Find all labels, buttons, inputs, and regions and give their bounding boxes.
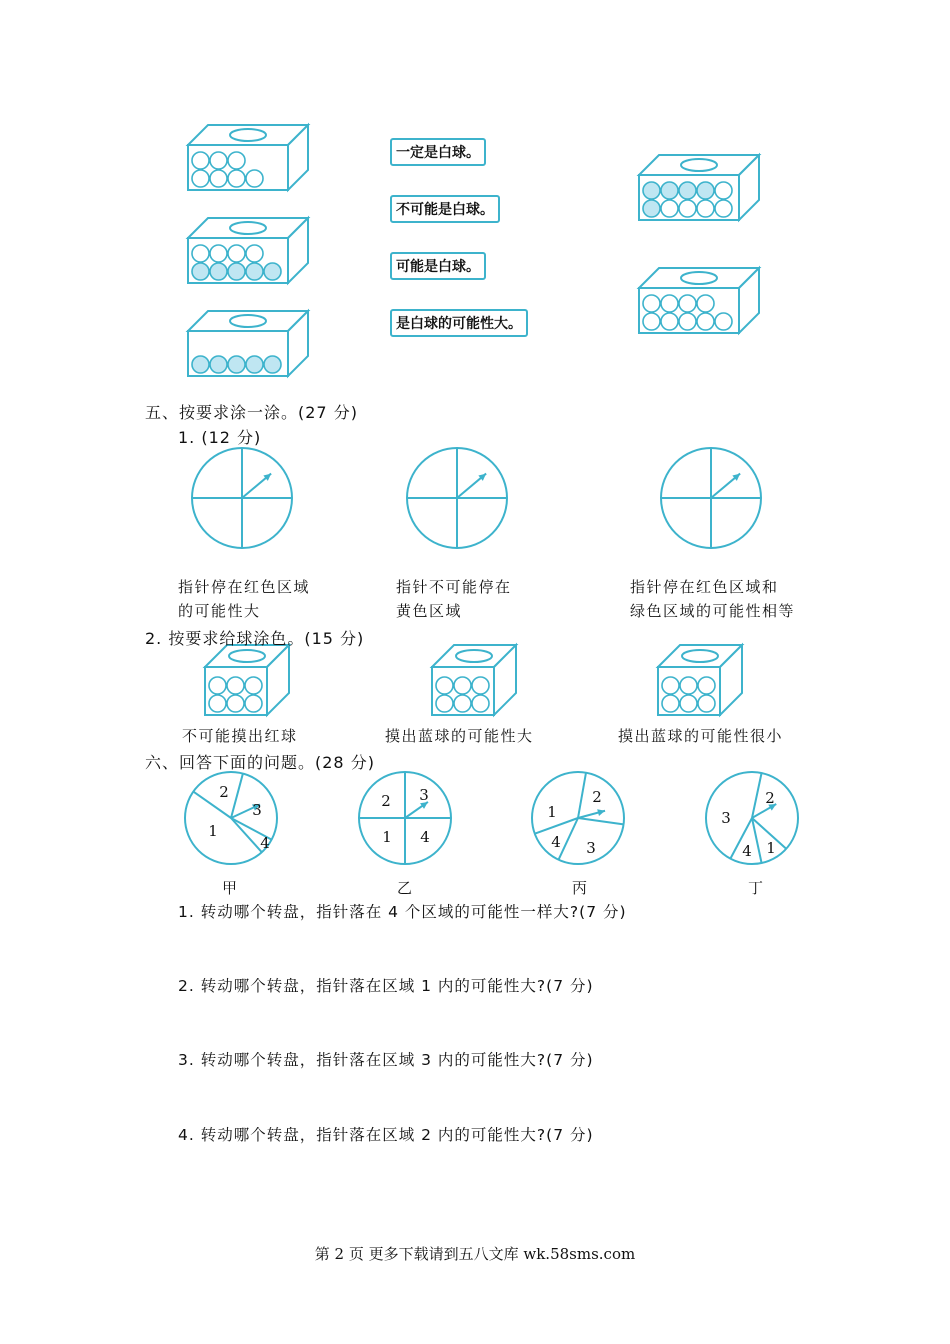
ball	[209, 677, 226, 694]
ball	[472, 695, 489, 712]
ball	[264, 356, 281, 373]
spinner-3-caption-line1: 指针停在红色区域和	[630, 578, 779, 596]
ball	[698, 695, 715, 712]
ball	[454, 695, 471, 712]
wheel-name-ding: 丁	[748, 879, 765, 897]
ball	[680, 695, 697, 712]
wheel-bing-region-4: 4	[551, 833, 561, 851]
ball	[227, 695, 244, 712]
ball	[643, 313, 660, 330]
ball	[192, 170, 209, 187]
ball	[228, 152, 245, 169]
ball	[246, 356, 263, 373]
ball	[209, 695, 226, 712]
ball	[192, 356, 209, 373]
section-6-title: 六、回答下面的问题。(28 分)	[145, 753, 375, 772]
wheel-bing-region-1: 1	[547, 803, 557, 821]
section-5-q1-title: 1. (12 分)	[178, 428, 262, 447]
ball	[643, 295, 660, 312]
ball	[715, 313, 732, 330]
match-box-left-3-hole	[230, 315, 266, 327]
spinner-2-caption-line1: 指针不可能停在	[396, 578, 512, 596]
match-label-3: 可能是白球。	[390, 252, 486, 280]
ball-box-3-hole	[682, 650, 718, 662]
ball	[697, 200, 714, 217]
ball	[679, 200, 696, 217]
wheel-jia-region-1: 1	[208, 822, 218, 840]
ball	[210, 152, 227, 169]
match-label-1: 一定是白球。	[390, 138, 486, 166]
wheel-yi-region-4: 4	[420, 828, 430, 846]
question-3: 3. 转动哪个转盘，指针落在区域 3 内的可能性大?(7 分)	[178, 1051, 594, 1069]
ball	[662, 677, 679, 694]
ball	[697, 182, 714, 199]
ball-box-2-caption: 摸出蓝球的可能性大	[385, 727, 534, 745]
section-5-title: 五、按要求涂一涂。(27 分)	[145, 403, 358, 422]
ball	[192, 152, 209, 169]
wheel-jia-region-2: 2	[219, 783, 229, 801]
match-box-left-2-hole	[230, 222, 266, 234]
wheel-name-jia: 甲	[222, 879, 239, 897]
wheel-yi-region-2: 2	[381, 792, 391, 810]
ball	[228, 356, 245, 373]
ball	[661, 182, 678, 199]
question-2: 2. 转动哪个转盘，指针落在区域 1 内的可能性大?(7 分)	[178, 977, 594, 995]
ball	[661, 200, 678, 217]
ball	[679, 313, 696, 330]
match-box-right-2-hole	[681, 272, 717, 284]
ball	[661, 295, 678, 312]
wheel-name-yi: 乙	[397, 879, 414, 897]
ball	[697, 295, 714, 312]
ball	[680, 677, 697, 694]
ball	[246, 170, 263, 187]
ball-box-1-caption: 不可能摸出红球	[182, 727, 298, 745]
ball	[661, 313, 678, 330]
ball	[245, 677, 262, 694]
section-5-q2-title: 2. 按要求给球涂色。(15 分)	[145, 629, 365, 648]
match-label-4: 是白球的可能性大。	[390, 309, 528, 337]
ball	[210, 170, 227, 187]
ball	[227, 677, 244, 694]
ball	[436, 677, 453, 694]
wheel-yi-region-1: 1	[382, 828, 392, 846]
spinner-2-caption-line2: 黄色区域	[396, 602, 463, 620]
ball	[245, 695, 262, 712]
question-1: 1. 转动哪个转盘，指针落在 4 个区域的可能性一样大?(7 分)	[178, 903, 627, 921]
ball	[436, 695, 453, 712]
ball	[228, 170, 245, 187]
ball	[192, 263, 209, 280]
question-4: 4. 转动哪个转盘，指针落在区域 2 内的可能性大?(7 分)	[178, 1126, 594, 1144]
ball	[246, 263, 263, 280]
ball	[472, 677, 489, 694]
ball	[715, 182, 732, 199]
match-box-right-1-hole	[681, 159, 717, 171]
ball	[698, 677, 715, 694]
ball	[697, 313, 714, 330]
ball	[454, 677, 471, 694]
ball	[246, 245, 263, 262]
wheel-name-bing: 丙	[572, 879, 589, 897]
wheel-ding-region-4: 4	[742, 842, 752, 860]
wheel-jia-region-3: 3	[252, 801, 262, 819]
page-footer: 第 2 页 更多下载请到五八文库 wk.58sms.com	[314, 1245, 636, 1263]
ball	[662, 695, 679, 712]
wheel-bing-region-3: 3	[586, 839, 596, 857]
ball	[264, 263, 281, 280]
ball	[192, 245, 209, 262]
ball	[643, 182, 660, 199]
ball	[210, 245, 227, 262]
wheel-ding-region-3: 3	[721, 809, 731, 827]
match-box-left-1-hole	[230, 129, 266, 141]
ball	[228, 263, 245, 280]
ball	[679, 295, 696, 312]
ball-box-3-caption: 摸出蓝球的可能性很小	[618, 727, 784, 745]
match-label-2: 不可能是白球。	[390, 195, 500, 223]
spinner-1-caption-line1: 指针停在红色区域	[178, 578, 311, 596]
wheel-bing-region-2: 2	[592, 788, 602, 806]
ball	[228, 245, 245, 262]
wheel-ding-region-1: 1	[766, 839, 776, 857]
spinner-3-caption-line2: 绿色区域的可能性相等	[630, 602, 796, 620]
ball-box-2-hole	[456, 650, 492, 662]
ball	[643, 200, 660, 217]
ball-box-1-hole	[229, 650, 265, 662]
wheel-ding-region-2: 2	[765, 789, 775, 807]
ball	[679, 182, 696, 199]
spinner-1-caption-line2: 的可能性大	[178, 602, 261, 620]
ball	[210, 263, 227, 280]
wheel-yi-region-3: 3	[419, 786, 429, 804]
ball	[715, 200, 732, 217]
wheel-jia-region-4: 4	[260, 834, 270, 852]
ball	[210, 356, 227, 373]
